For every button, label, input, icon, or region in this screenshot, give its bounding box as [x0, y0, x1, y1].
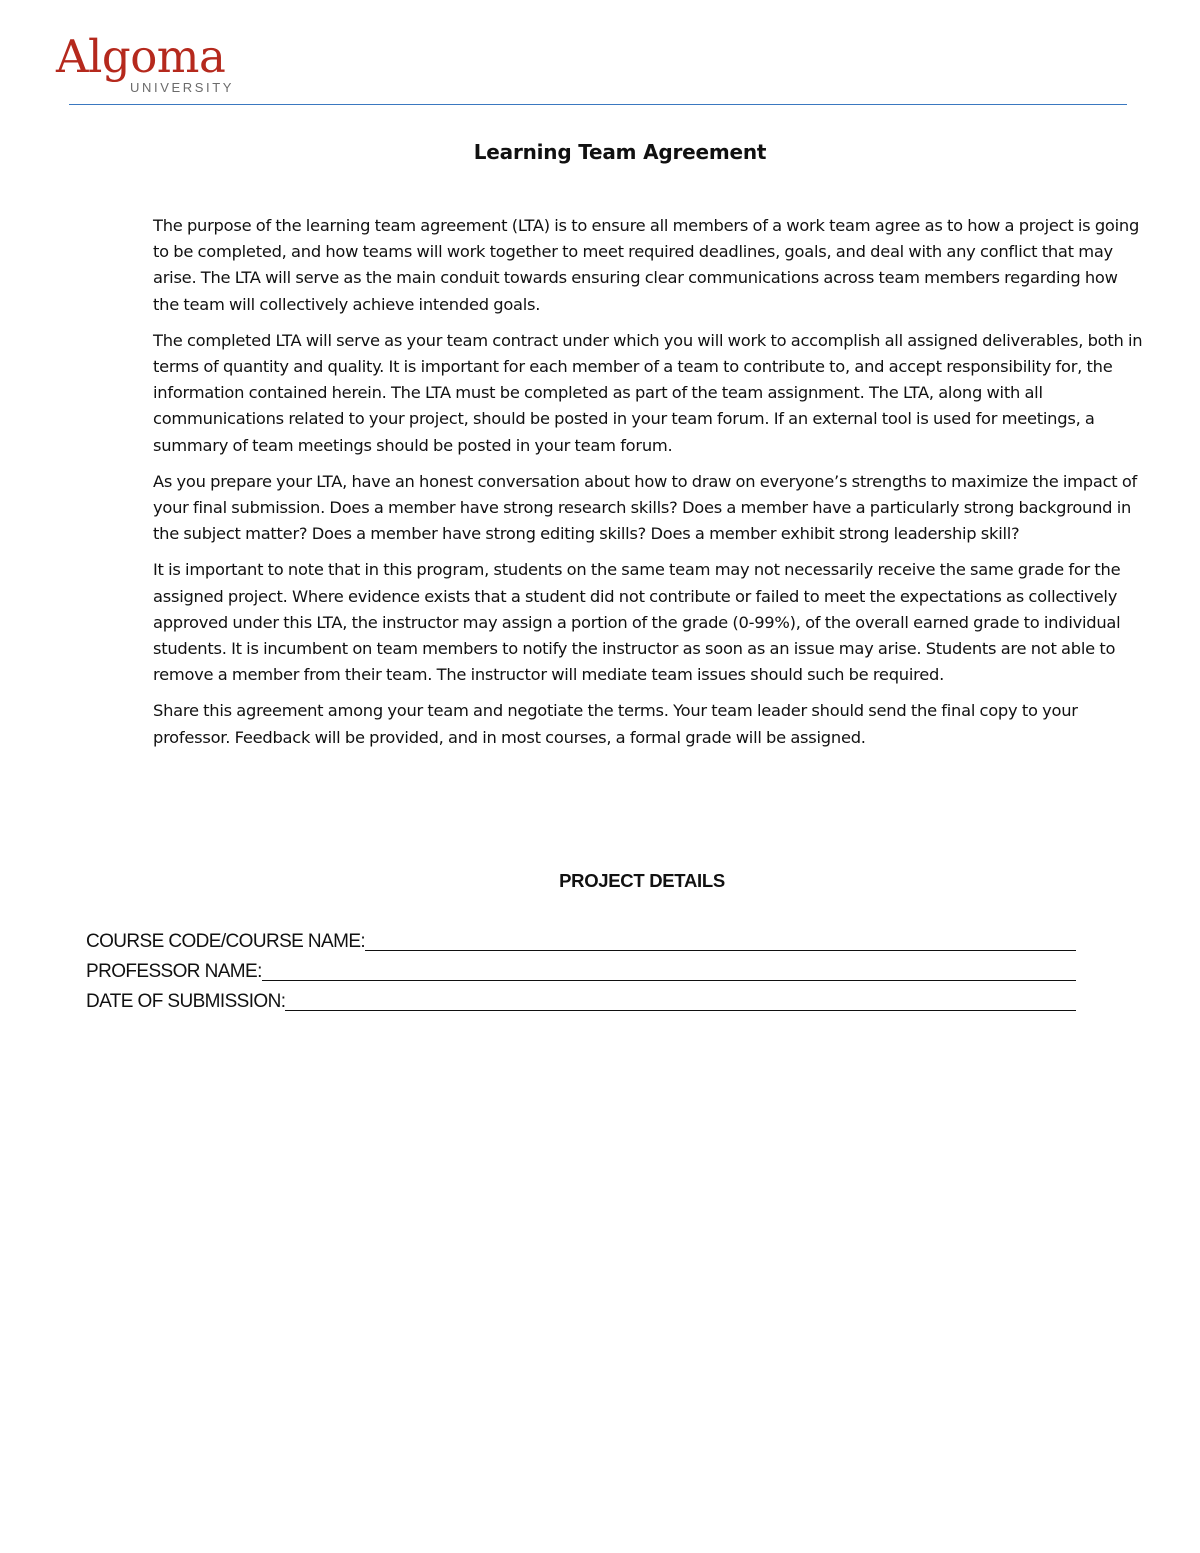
course-name-blank[interactable]: [365, 950, 1076, 951]
document-title: Learning Team Agreement: [473, 140, 767, 164]
paragraph-share-agreement: Share this agreement among your team and negotiate the terms. Your team leader should send the final copy to your professor. Feedback will be provided, and in most courses, a formal grade will be assigned.: [153, 701, 1078, 747]
course-name-label: COURSE CODE/COURSE NAME:: [86, 931, 366, 952]
paragraph-grading: It is important to note that in this program, students on the same team may not necessarily receive the same grade for the assigned project. Where evidence exists that a student did not contribute or failed to meet the expectations as collectively approved under this LTA, the instructor may assign a portion of the grade (0-99%), of the overall earned grade to individual students. It is incumbent on team members to notify the instructor as soon as an issue may arise. Students are not able to remove a member from their team. The instructor will mediate team issues should such be required.: [153, 560, 1121, 685]
professor-name-label: PROFESSOR NAME:: [86, 961, 262, 982]
logo-subtitle: UNIVERSITY: [130, 80, 235, 95]
professor-name-blank[interactable]: [262, 980, 1076, 981]
course-name-field[interactable]: [86, 926, 1076, 956]
university-logo: [56, 28, 236, 96]
professor-name-field[interactable]: [86, 956, 1076, 986]
document-body: [153, 213, 1143, 761]
submission-date-field[interactable]: [86, 986, 1076, 1016]
submission-date-label: DATE OF SUBMISSION:: [86, 991, 286, 1012]
submission-date-blank[interactable]: [285, 1010, 1076, 1011]
paragraph-team-contract: The completed LTA will serve as your team contract under which you will work to accomplish all assigned deliverables, both in terms of quantity and quality. It is important for each member of a team to contribute to, and accept responsibility for, the information contained herein. The LTA must be completed as part of the team assignment. The LTA, along with all communications related to your project, should be posted in your team forum. If an external tool is used for meetings, a summary of team meetings should be posted in your team forum.: [153, 330, 1143, 455]
header-divider: [69, 104, 1127, 105]
project-details-heading: PROJECT DETAILS: [559, 870, 725, 891]
paragraph-purpose: The purpose of the learning team agreement (LTA) is to ensure all members of a work team agree as to how a project is going to be completed, and how teams will work together to meet required deadlines, goals, and deal with any conflict that may arise. The LTA will serve as the main conduit towards ensuring clear communications across team members regarding how the team will collectively achieve intended goals.: [153, 216, 1140, 314]
paragraph-strengths: As you prepare your LTA, have an honest conversation about how to draw on everyone’s strengths to maximize the impact of your final submission. Does a member have strong research skills? Does a member have a particularly strong background in the subject matter? Does a member have strong editing skills? Does a member exhibit strong leadership skill?: [153, 471, 1138, 544]
logo-wordmark: Algoma: [56, 30, 226, 83]
